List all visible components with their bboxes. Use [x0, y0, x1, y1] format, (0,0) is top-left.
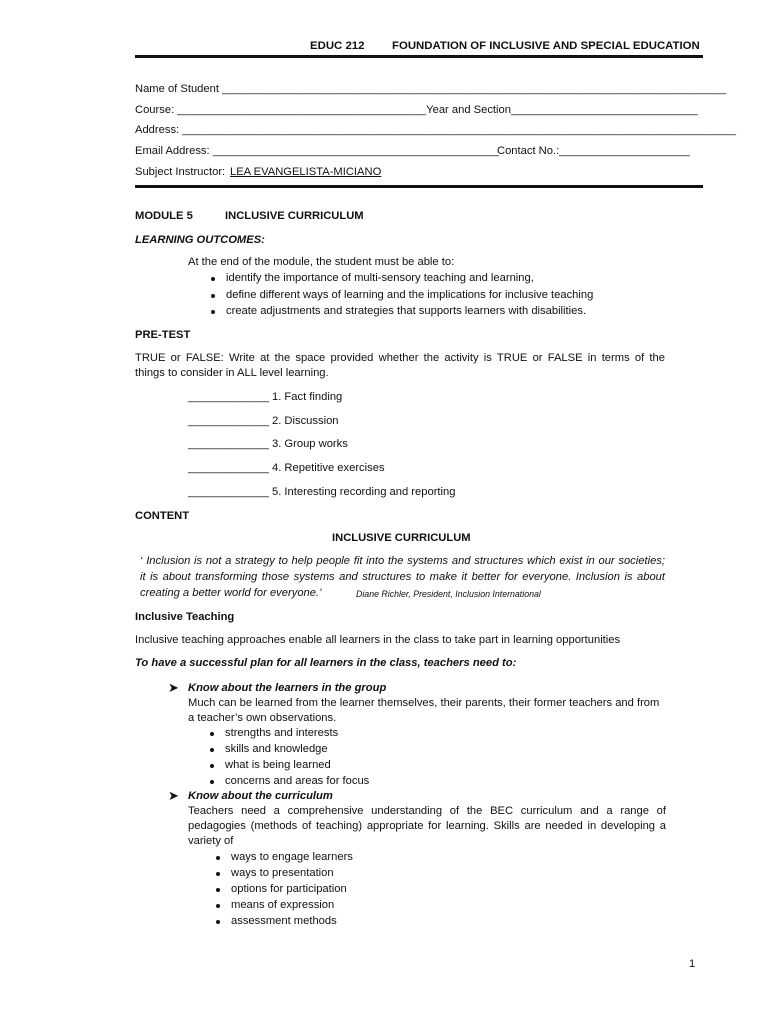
- section-text: Much can be learned from the learner themselves, their parents, their former teachers and from: [188, 697, 660, 709]
- arrow-bullet-icon: ➤: [168, 680, 179, 695]
- pretest-heading: PRE-TEST: [135, 329, 191, 341]
- instructor-label: Subject Instructor:: [135, 166, 226, 178]
- inclusive-teaching-text: Inclusive teaching approaches enable all learners in the class to take part in learning opportunities: [135, 634, 621, 646]
- inclusive-teaching-heading: Inclusive Teaching: [135, 611, 235, 623]
- list-item: means of expression: [231, 899, 335, 911]
- plan-heading: To have a successful plan for all learners in the class, teachers need to:: [135, 657, 517, 669]
- list-item: ways to presentation: [231, 867, 334, 879]
- list-item: assessment methods: [231, 915, 337, 927]
- list-item: identify the importance of multi-sensory teaching and learning,: [226, 272, 534, 284]
- page-number: 1: [689, 958, 696, 970]
- header-rule: [135, 55, 703, 58]
- email-field[interactable]: Email Address: ______________________________________________: [135, 145, 499, 157]
- quote-attribution: Diane Richler, President, Inclusion International: [356, 589, 541, 599]
- quote-line-2: it is about transforming those systems and structures to make it better for everyone. Inclusion is about: [140, 571, 665, 583]
- list-item: what is being learned: [225, 759, 331, 771]
- outcomes-intro: At the end of the module, the student must be able to:: [188, 256, 455, 268]
- list-item: concerns and areas for focus: [225, 775, 370, 787]
- content-heading: CONTENT: [135, 510, 190, 522]
- course-year-field[interactable]: Course: ________________________________________Year and Section______________________________: [135, 104, 698, 116]
- list-item: create adjustments and strategies that supports learners with disabilities.: [226, 305, 587, 317]
- course-title: FOUNDATION OF INCLUSIVE AND SPECIAL EDUCATION: [392, 40, 700, 52]
- list-item: define different ways of learning and the implications for inclusive teaching: [226, 289, 594, 301]
- module-title: INCLUSIVE CURRICULUM: [225, 210, 364, 222]
- quote-line-3: creating a better world for everyone.’: [140, 587, 322, 599]
- pretest-item[interactable]: _____________ 4. Repetitive exercises: [188, 462, 385, 474]
- section-title: Know about the learners in the group: [188, 682, 387, 694]
- section-text: a teacher’s own observations.: [188, 712, 337, 724]
- list-item: options for participation: [231, 883, 347, 895]
- student-name-field[interactable]: Name of Student _________________________________________________________________________________: [135, 83, 727, 95]
- list-item: ways to engage learners: [231, 851, 353, 863]
- module-number: MODULE 5: [135, 210, 193, 222]
- section-title: Know about the curriculum: [188, 790, 333, 802]
- pretest-item[interactable]: _____________ 2. Discussion: [188, 415, 339, 427]
- address-field[interactable]: Address: _________________________________________________________________________________________: [135, 124, 737, 136]
- quote-line-1: ‘ Inclusion is not a strategy to help people fit into the systems and structures which exist in our societies;: [140, 555, 665, 567]
- instructor-name: LEA EVANGELISTA-MICIANO: [230, 166, 382, 178]
- arrow-bullet-icon: ➤: [168, 788, 179, 803]
- pretest-instruction-line-2: things to consider in ALL level learning.: [135, 367, 329, 379]
- content-center-title: INCLUSIVE CURRICULUM: [332, 532, 471, 544]
- pretest-item[interactable]: _____________ 3. Group works: [188, 438, 348, 450]
- section-text: pedagogies (methods of teaching) appropriate for learning. Skills are needed in developing a: [188, 820, 666, 832]
- pretest-item[interactable]: _____________ 1. Fact finding: [188, 391, 343, 403]
- course-code: EDUC 212: [310, 40, 365, 52]
- pretest-instruction-line-1: TRUE or FALSE: Write at the space provided whether the activity is TRUE or FALSE in terms of the: [135, 352, 665, 364]
- learning-outcomes-heading: LEARNING OUTCOMES:: [135, 234, 265, 246]
- section-text: Teachers need a comprehensive understanding of the BEC curriculum and a range of: [188, 805, 666, 817]
- section-text: variety of: [188, 835, 234, 847]
- pretest-item[interactable]: _____________ 5. Interesting recording and reporting: [188, 486, 456, 498]
- info-rule: [135, 185, 703, 188]
- contact-field[interactable]: Contact No.:_____________________: [497, 145, 690, 157]
- list-item: strengths and interests: [225, 727, 339, 739]
- list-item: skills and knowledge: [225, 743, 328, 755]
